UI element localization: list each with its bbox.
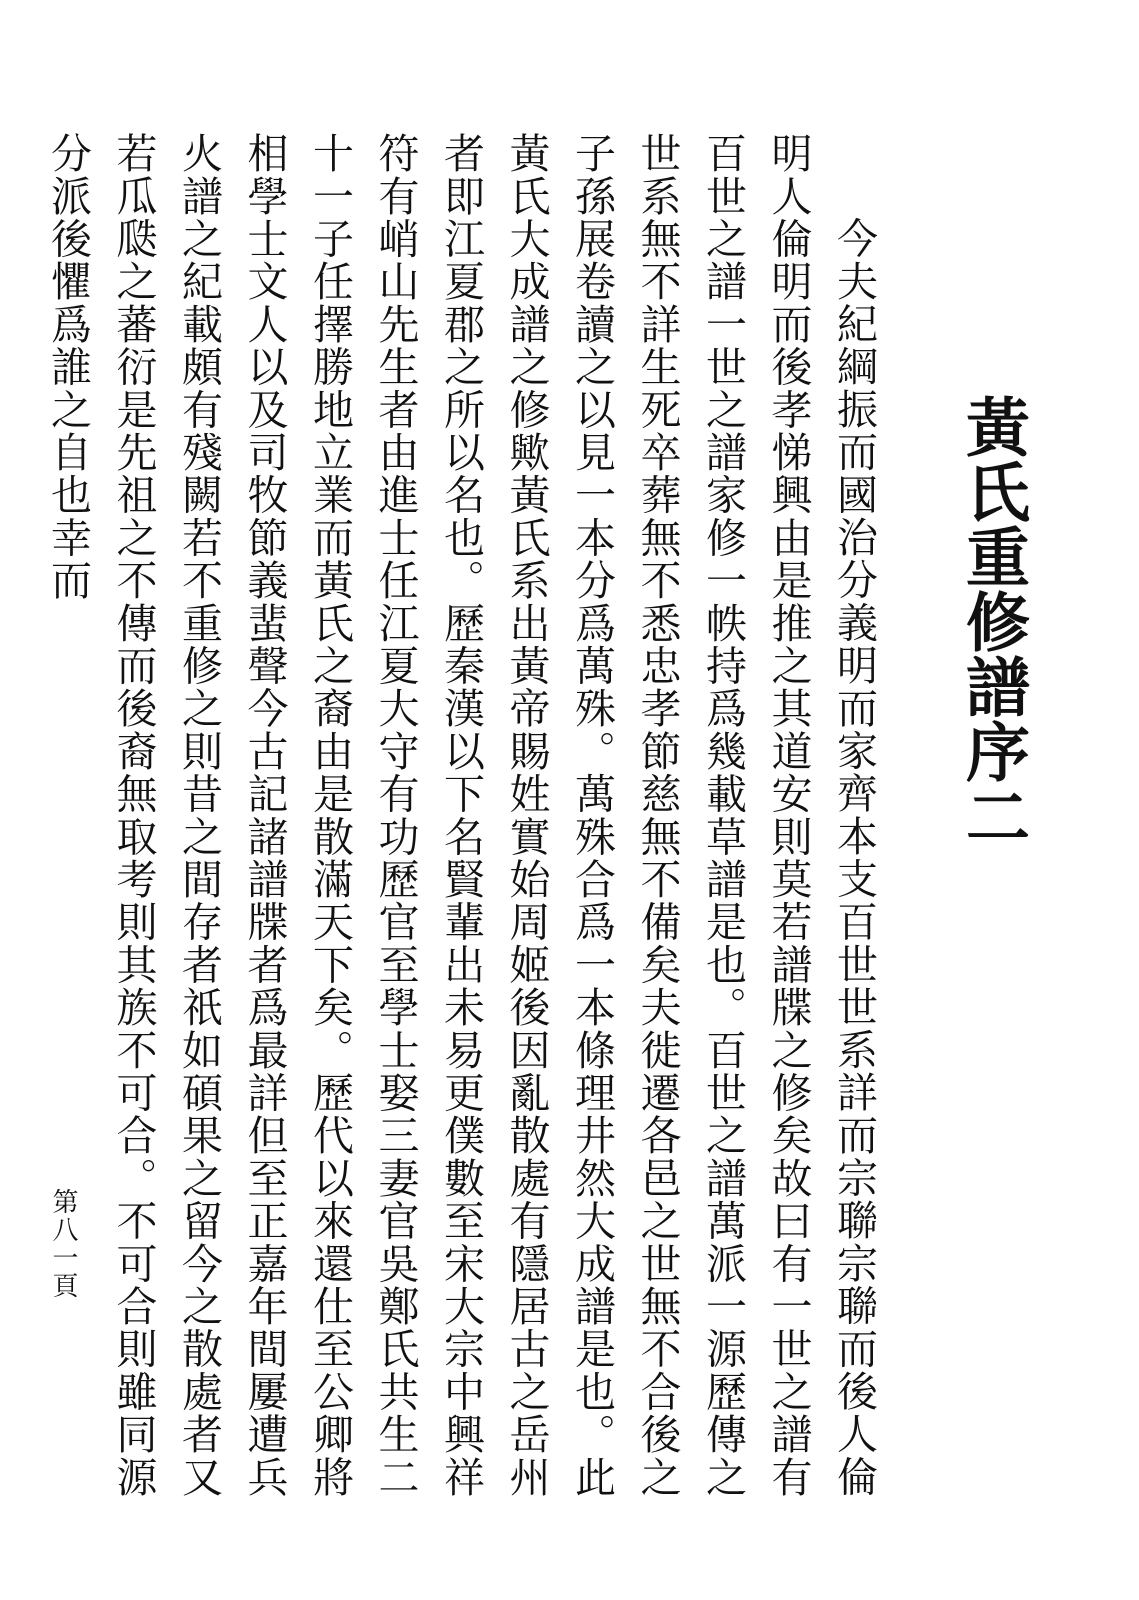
page-number: 第八一頁 xyxy=(48,1188,78,1300)
body-paragraph xyxy=(35,132,887,1512)
document-title: 黃氏重修譜序二 xyxy=(955,394,1030,849)
body-paragraph-text: 今夫紀綱振而國治分義明而家齊本支百世世系詳而宗聯宗聯而後人倫明人倫明而後孝悌興由是推之其道安則莫若譜牒之修矣故曰有一世之譜有百世之譜一世之譜家修一帙持爲幾載草譜是也。百世之譜萬派一源歷傳之世系無不詳生死卒葬無不悉忠孝節慈無不備矣夫徙遷各邑之世無不合後之子孫展卷讀之以見一本分爲萬殊。萬殊合爲一本條理井然大成譜是也。此黃氏大成譜之修歟黃氏系出黃帝賜姓實始周姬後因亂散處有隱居古之岳州者即江夏郡之所以名也。歷秦漢以下名賢輩出未易更僕數至宋大宗中興祥符有峭山先生者由進士任江夏大守有功歷官至學士娶三妻官吳鄭氏共生二十一子任擇勝地立業而黃氏之裔由是散滿天下矣。歷代以來還仕至公卿將相學士文人以及司牧節義蜚聲今古記諸譜牒者爲最詳但至正嘉年間屢遭兵火譜之紀載頗有殘闕若不重修之則昔之間存者祇如碩果之留今之散處者又若瓜瓞之蕃衍是先祖之不傳而後裔無取考則其族不可合。不可合則雖同源分派後懼爲誰之自也幸而 xyxy=(44,132,878,1499)
